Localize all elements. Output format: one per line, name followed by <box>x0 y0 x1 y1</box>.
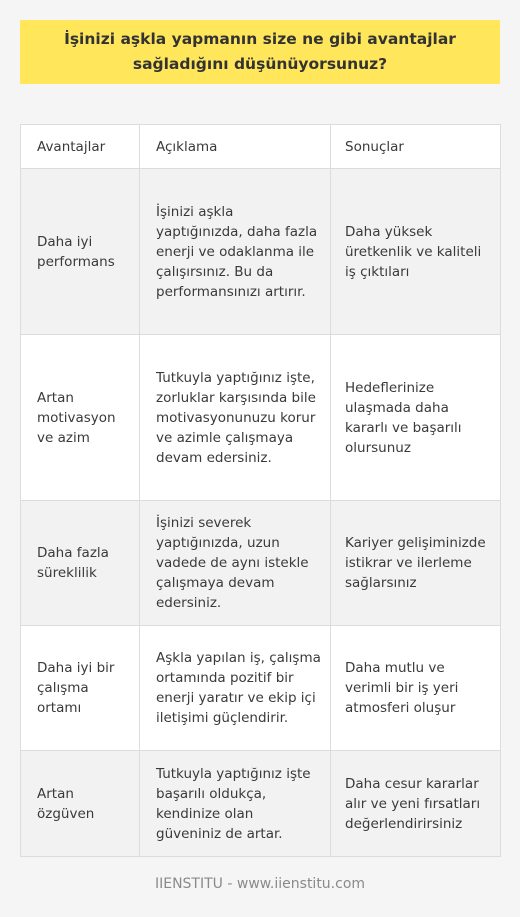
header-advantages: Avantajlar <box>21 125 140 169</box>
cell-advantage: Artan özgüven <box>21 751 140 857</box>
page-title: İşinizi aşkla yapmanın size ne gibi avantajlar sağladığını düşünüyorsunuz? <box>64 30 456 73</box>
cell-result: Kariyer gelişiminizde istikrar ve ilerleme sağlarsınız <box>331 501 501 626</box>
table-row <box>21 626 501 751</box>
cell-result: Daha cesur kararlar alır ve yeni fırsatları değerlendirirsiniz <box>331 751 501 857</box>
cell-description: Tutkuyla yaptığınız işte başarılı oldukça, kendinize olan güveniniz de artar. <box>140 751 331 857</box>
table-row <box>21 335 501 501</box>
table-row <box>21 501 501 626</box>
cell-result: Hedeflerinize ulaşmada daha kararlı ve başarılı olursunuz <box>331 335 501 501</box>
cell-advantage: Artan motivasyon ve azim <box>21 335 140 501</box>
cell-description: İşinizi aşkla yaptığınızda, daha fazla enerji ve odaklanma ile çalışırsınız. Bu da performansınızı artırır. <box>140 169 331 335</box>
cell-advantage: Daha iyi bir çalışma ortamı <box>21 626 140 751</box>
table-row <box>21 751 501 857</box>
cell-description: Aşkla yapılan iş, çalışma ortamında pozitif bir enerji yaratır ve ekip içi iletişimi güçlendirir. <box>140 626 331 751</box>
cell-result: Daha mutlu ve verimli bir iş yeri atmosferi oluşur <box>331 626 501 751</box>
advantages-table <box>20 124 501 857</box>
cell-advantage: Daha iyi performans <box>21 169 140 335</box>
title-banner <box>20 20 500 84</box>
cell-advantage: Daha fazla süreklilik <box>21 501 140 626</box>
cell-description: Tutkuyla yaptığınız işte, zorluklar karşısında bile motivasyonunuzu korur ve azimle çalışmaya devam edersiniz. <box>140 335 331 501</box>
table-header-row <box>21 125 501 169</box>
table-row <box>21 169 501 335</box>
footer-credit: IIENSTITU - www.iienstitu.com <box>154 876 366 892</box>
header-results: Sonuçlar <box>331 125 501 169</box>
cell-description: İşinizi severek yaptığınızda, uzun vadede de aynı istekle çalışmaya devam edersiniz. <box>140 501 331 626</box>
cell-result: Daha yüksek üretkenlik ve kaliteli iş çıktıları <box>331 169 501 335</box>
header-description: Açıklama <box>140 125 331 169</box>
